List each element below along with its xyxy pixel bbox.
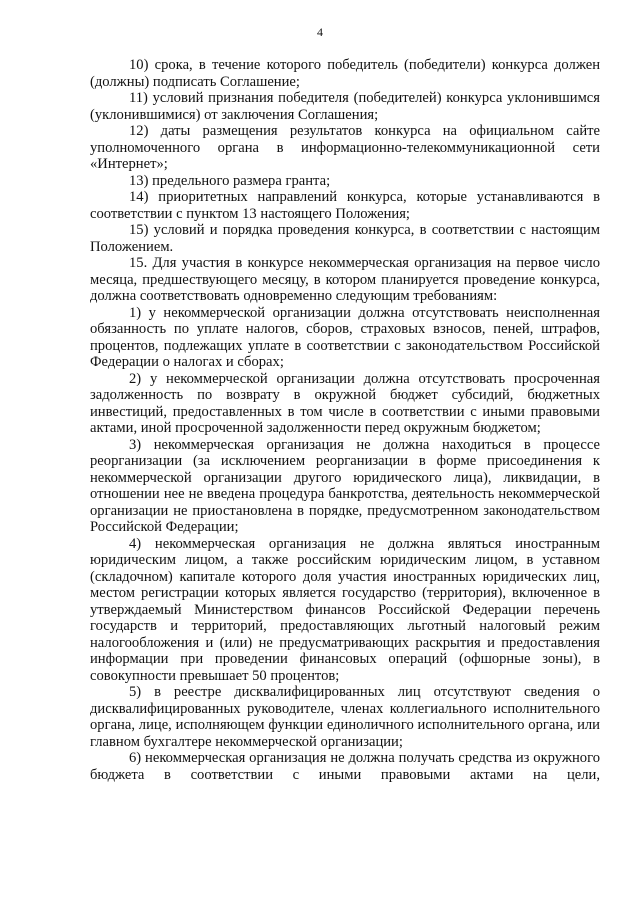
paragraph-requirement-4: 4) некоммерческая организация не должна являться иностранным юридическим лицом, а также российским юридическим лицом, в уставном (складочном) капитале которого доля участия иностранных юридических лиц, местом регистрации которых является государство (территория), включенное в утверждаемый Министерством финансов Российской Федерации перечень государств и территорий, предоставляющих льготный налоговый режим налогообложения и (или) не предусматривающих раскрытия и предоставления информации при проведении финансовых операций (офшорные зоны), в совокупности превышает 50 процентов; xyxy=(90,535,600,684)
paragraph-item-14: 14) приоритетных направлений конкурса, которые устанавливаются в соответствии с пунктом 13 настоящего Положения; xyxy=(90,189,600,222)
paragraph-item-11: 11) условий признания победителя (победителей) конкурса уклонившимся (уклонившимися) от заключения Соглашения; xyxy=(90,90,600,123)
paragraph-requirement-6: 6) некоммерческая организация не должна получать средства из окружного бюджета в соответствии с иными правовыми актами на цели, xyxy=(90,750,600,783)
paragraph-item-12: 12) даты размещения результатов конкурса на официальном сайте уполномоченного органа в информационно-телекоммуникационной сети «Интернет»; xyxy=(90,123,600,172)
paragraph-requirement-5: 5) в реестре дисквалифицированных лиц отсутствуют сведения о дисквалифицированных руководителе, членах коллегиального исполнительного органа, лице, исполняющем функции единоличного исполнительного органа, или главном бухгалтере некоммерческой организации; xyxy=(90,684,600,750)
paragraph-item-13: 13) предельного размера гранта; xyxy=(129,172,331,189)
document-body xyxy=(90,57,600,783)
paragraph-section-15: 15. Для участия в конкурсе некоммерческая организация на первое число месяца, предшествующего месяцу, в котором планируется проведение конкурса, должна соответствовать одновременно следующим требованиям: xyxy=(90,255,600,304)
paragraph-requirement-2: 2) у некоммерческой организации должна отсутствовать просроченная задолженность по возврату в окружной бюджет субсидий, бюджетных инвестиций, предоставленных в том числе в соответствии с иными правовыми актами, иной просроченной задолженности перед окружным бюджетом; xyxy=(90,370,600,436)
page-number: 4 xyxy=(317,25,323,39)
paragraph-requirement-1: 1) у некоммерческой организации должна отсутствовать неисполненная обязанность по уплате налогов, сборов, страховых взносов, пеней, штрафов, процентов, подлежащих уплате в соответствии с законодательством Российской Федерации о налогах и сборах; xyxy=(90,304,600,370)
paragraph-item-15: 15) условий и порядка проведения конкурса, в соответствии с настоящим Положением. xyxy=(90,222,600,255)
paragraph-item-10: 10) срока, в течение которого победитель (победители) конкурса должен (должны) подписать Соглашение; xyxy=(90,57,600,90)
paragraph-requirement-3: 3) некоммерческая организация не должна находиться в процессе реорганизации (за исключением реорганизации в форме присоединения к некоммерческой организации другого юридического лица), ликвидации, в отношении нее не введена процедура банкротства, деятельность некоммерческой организации не приостановлена в порядке, предусмотренном законодательством Российской Федерации; xyxy=(90,436,600,535)
